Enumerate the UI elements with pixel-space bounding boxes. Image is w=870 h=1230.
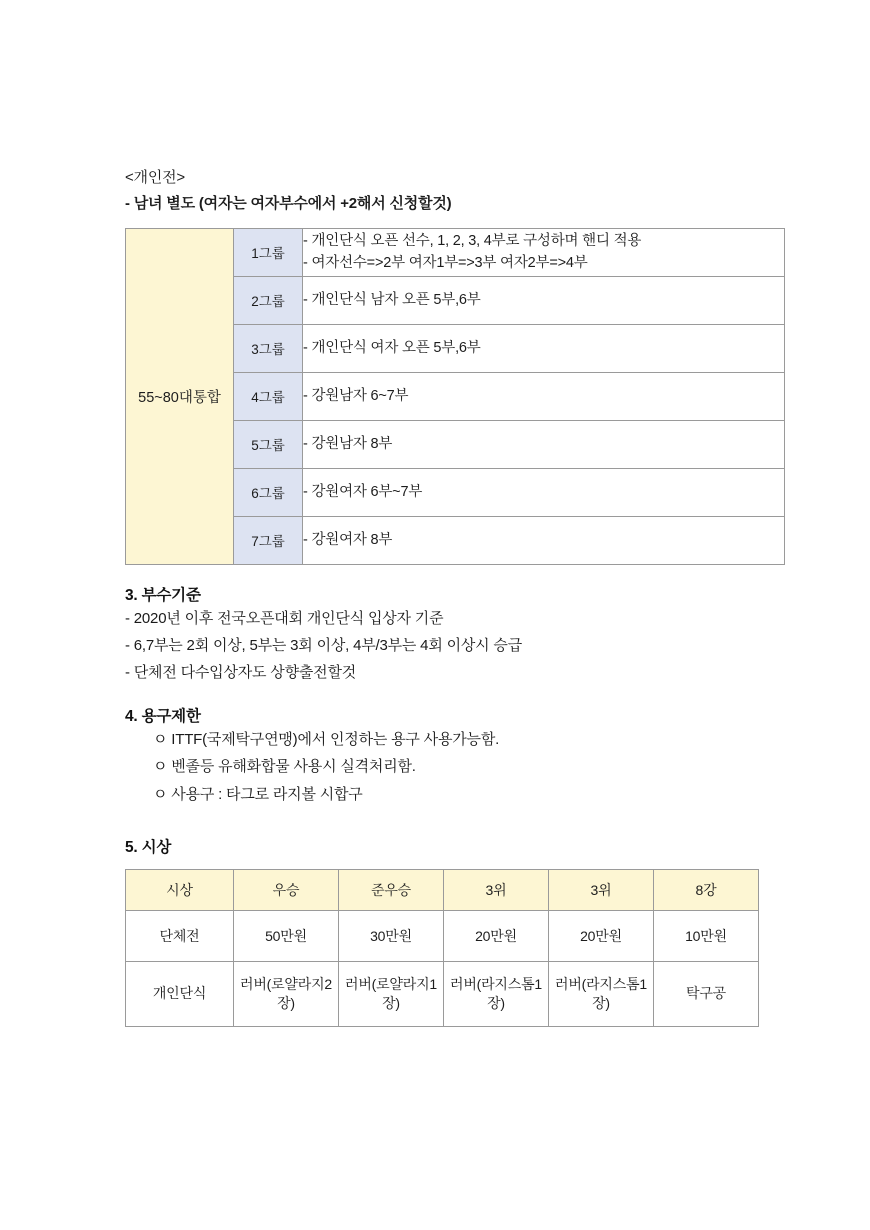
award-cell: 20만원 xyxy=(444,910,549,961)
award-cell: 러버(로얄라지1장) xyxy=(339,961,444,1026)
section4-item: ㅇ ITTF(국제탁구연맹)에서 인정하는 용구 사용가능함. xyxy=(153,730,500,748)
section-heading-5: 5. 시상 xyxy=(125,838,172,856)
group-desc-cell xyxy=(303,324,785,372)
award-cell: 10만원 xyxy=(654,910,759,961)
award-header-cell: 준우승 xyxy=(339,869,444,910)
award-cell: 탁구공 xyxy=(654,961,759,1026)
table-row xyxy=(126,910,759,961)
group-desc-cell xyxy=(303,228,785,276)
group-desc-cell xyxy=(303,276,785,324)
desc-line: - 개인단식 남자 오픈 5부,6부 xyxy=(303,291,481,308)
category-cell: 55~80대통합 xyxy=(126,228,234,564)
table-header-row xyxy=(126,869,759,910)
group-desc-cell xyxy=(303,420,785,468)
award-header-cell: 3위 xyxy=(444,869,549,910)
section4-item: ㅇ 사용구 : 타그로 라지볼 시합구 xyxy=(153,786,363,803)
section3-line: - 단체전 다수입상자도 상향출전할것 xyxy=(125,663,357,681)
desc-line: - 강원남자 6~7부 xyxy=(303,387,409,404)
group-cell: 1그룹 xyxy=(234,228,303,276)
award-header-cell: 시상 xyxy=(126,869,234,910)
award-header-cell: 3위 xyxy=(549,869,654,910)
award-header-cell: 우승 xyxy=(234,869,339,910)
group-cell: 4그룹 xyxy=(234,372,303,420)
group-cell: 7그룹 xyxy=(234,516,303,564)
award-row-label: 단체전 xyxy=(126,910,234,961)
desc-line: - 개인단식 오픈 선수, 1, 2, 3, 4부로 구성하며 핸디 적용 xyxy=(303,232,642,249)
section3-line: - 6,7부는 2회 이상, 5부는 3회 이상, 4부/3부는 4회 이상시 승급 xyxy=(125,636,522,654)
award-table xyxy=(125,869,759,1027)
section4-item: ㅇ 벤졸등 유해화합물 사용시 실격처리함. xyxy=(153,758,416,776)
group-cell: 3그룹 xyxy=(234,324,303,372)
section-heading-4: 4. 용구제한 xyxy=(125,707,201,725)
section-heading-3: 3. 부수기준 xyxy=(125,586,201,604)
group-cell: 5그룹 xyxy=(234,420,303,468)
table-row xyxy=(126,228,785,276)
award-header-cell: 8강 xyxy=(654,869,759,910)
award-row-label: 개인단식 xyxy=(126,961,234,1026)
desc-line: - 강원남자 8부 xyxy=(303,435,393,452)
section3-line: - 2020년 이후 전국오픈대회 개인단식 입상자 기준 xyxy=(125,609,444,627)
individual-title: <개인전> xyxy=(125,169,185,186)
award-cell: 20만원 xyxy=(549,910,654,961)
desc-line: - 강원여자 8부 xyxy=(303,531,393,548)
group-desc-cell xyxy=(303,516,785,564)
group-desc-cell xyxy=(303,372,785,420)
award-cell: 러버(라지스톰1장) xyxy=(444,961,549,1026)
desc-line: - 강원여자 6부~7부 xyxy=(303,483,423,500)
award-cell: 30만원 xyxy=(339,910,444,961)
award-cell: 50만원 xyxy=(234,910,339,961)
table-row xyxy=(126,961,759,1026)
individual-note: - 남녀 별도 (여자는 여자부수에서 +2해서 신청할것) xyxy=(125,195,452,213)
group-table xyxy=(125,228,785,565)
award-cell: 러버(라지스톰1장) xyxy=(549,961,654,1026)
desc-line: - 여자선수=>2부 여자1부=>3부 여자2부=>4부 xyxy=(303,255,588,271)
award-cell: 러버(로얄라지2장) xyxy=(234,961,339,1026)
group-cell: 2그룹 xyxy=(234,276,303,324)
group-desc-cell xyxy=(303,468,785,516)
group-cell: 6그룹 xyxy=(234,468,303,516)
desc-line: - 개인단식 여자 오픈 5부,6부 xyxy=(303,339,481,356)
